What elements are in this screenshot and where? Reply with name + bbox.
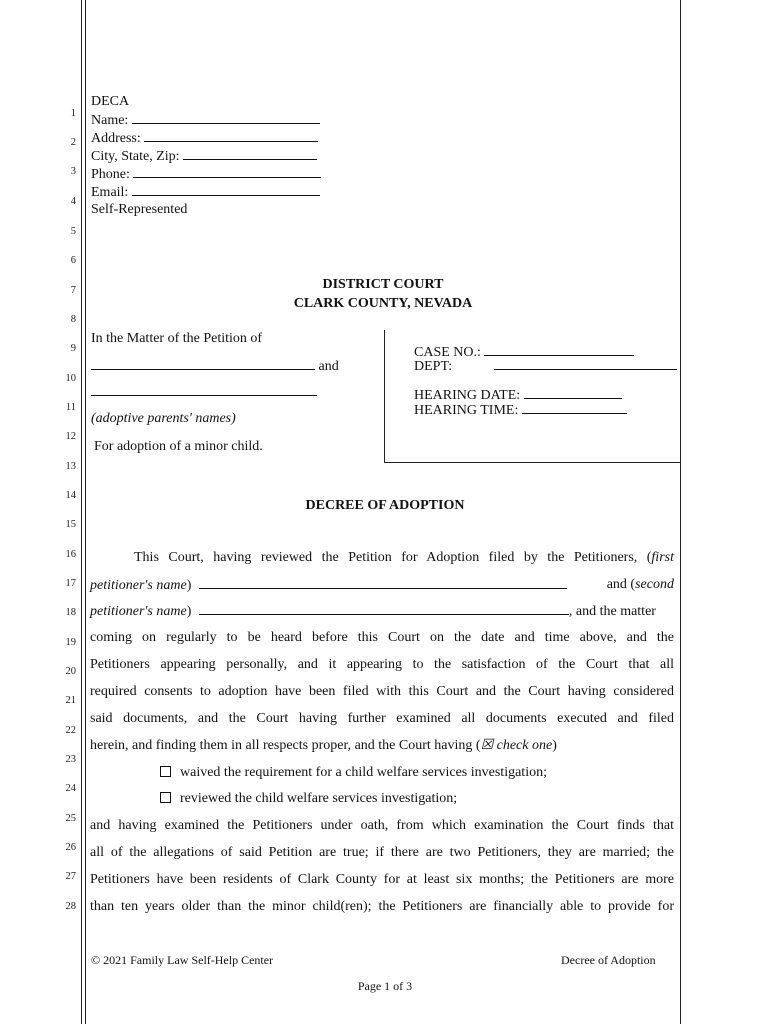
- footer-doc-title: Decree of Adoption: [561, 953, 656, 967]
- body-line-25: and having examined the Petitioners under oath, from which examination the Court finds that: [90, 818, 674, 833]
- body-line-23: [90, 737, 557, 755]
- name-label: Name:: [91, 113, 129, 128]
- dept-blank[interactable]: [494, 357, 677, 370]
- line-number: 3: [70, 166, 76, 177]
- caption-underline: [384, 462, 681, 463]
- body-line-17[interactable]: [90, 576, 674, 595]
- line-number: 22: [65, 725, 76, 736]
- footer-copyright: © 2021 Family Law Self-Help Center: [91, 953, 274, 967]
- self-represented: Self-Represented: [91, 202, 188, 217]
- body-line-27: Petitioners have been residents of Clark County for at least six months; the Petitioners are more: [90, 872, 674, 887]
- citystatezip-field[interactable]: [91, 147, 317, 166]
- form-code: DECA: [91, 94, 130, 109]
- line-number: 10: [65, 373, 76, 384]
- phone-label: Phone:: [91, 167, 130, 182]
- line-number: 24: [65, 783, 76, 794]
- line-number: 15: [65, 519, 76, 530]
- option-reviewed[interactable]: [160, 790, 457, 808]
- second-label: second: [635, 577, 674, 592]
- email-label: Email:: [91, 185, 129, 200]
- petitioner-two-blank[interactable]: [91, 383, 317, 396]
- line-number: 20: [65, 666, 76, 677]
- line-number: 9: [70, 343, 76, 354]
- and-open: and (: [606, 577, 636, 592]
- petitioner-two-line[interactable]: [91, 383, 317, 402]
- body-line-21: required consents to adoption have been filed with this Court and the Court having considered: [90, 684, 674, 699]
- court-name: DISTRICT COURT: [322, 277, 444, 292]
- line-number: 12: [65, 431, 76, 442]
- line-number: 23: [65, 754, 76, 765]
- caption-divider: [384, 330, 385, 463]
- line-number: 7: [70, 285, 76, 296]
- line-number: 27: [65, 871, 76, 882]
- first-petitioner-name-blank[interactable]: [199, 576, 567, 589]
- line-number: 16: [65, 549, 76, 560]
- matter-tail: , and the matter: [568, 604, 656, 619]
- name-blank[interactable]: [132, 111, 320, 124]
- email-blank[interactable]: [132, 183, 320, 196]
- line-number: 21: [65, 695, 76, 706]
- for-adoption: For adoption of a minor child.: [94, 439, 263, 454]
- hearing-time-label: HEARING TIME:: [414, 403, 519, 418]
- body-line-18[interactable]: [90, 602, 674, 621]
- body-line-28: than ten years older than the minor child(ren); the Petitioners are financially able to provide for: [90, 899, 674, 914]
- line-number: 17: [65, 578, 76, 589]
- body-line-19: coming on regularly to be heard before this Court on the date and time above, and the: [90, 630, 674, 645]
- address-label: Address:: [91, 131, 141, 146]
- line-number: 25: [65, 813, 76, 824]
- line-number: 5: [70, 226, 76, 237]
- dept-field[interactable]: [414, 357, 677, 376]
- body-l23-start: herein, and finding them in all respects proper, and the Court having (: [90, 738, 481, 753]
- option-waived[interactable]: [160, 764, 547, 782]
- reviewed-checkbox[interactable]: [160, 792, 171, 803]
- phone-field[interactable]: [91, 165, 321, 184]
- body-line-26: all of the allegations of said Petition are true; if there are two Petitioners, they are married; the: [90, 845, 674, 860]
- case-no-blank[interactable]: [484, 343, 634, 356]
- line-number: 2: [70, 137, 76, 148]
- waived-checkbox[interactable]: [160, 766, 171, 777]
- body-line-16: [90, 549, 674, 567]
- line-number: 19: [65, 637, 76, 648]
- body-p1-start: This Court, having reviewed the Petition for Adoption filed by the Petitioners, (: [134, 550, 652, 565]
- line-number: 11: [65, 402, 76, 413]
- address-blank[interactable]: [144, 129, 318, 142]
- first-label: first: [651, 550, 674, 565]
- check-one-hint: ☒ check one: [480, 738, 553, 753]
- footer-page-number: Page 1 of 3: [357, 979, 413, 993]
- margin-rule-left: [81, 0, 82, 1024]
- hearing-date-blank[interactable]: [524, 386, 622, 399]
- line-number: 8: [70, 314, 76, 325]
- citystatezip-blank[interactable]: [183, 147, 317, 160]
- line-number: 13: [65, 461, 76, 472]
- body-line-20: Petitioners appearing personally, and it appearing to the satisfaction of the Court that all: [90, 657, 674, 672]
- option-waived-label: waived the requirement for a child welfare services investigation;: [180, 765, 547, 780]
- name-field[interactable]: [91, 111, 320, 130]
- line-number: 18: [65, 607, 76, 618]
- l23-end: ): [552, 738, 557, 753]
- dept-label: DEPT:: [414, 359, 453, 374]
- line-number: 4: [70, 196, 76, 207]
- petitioner-one-blank[interactable]: [91, 357, 315, 370]
- close-paren: ): [186, 578, 192, 593]
- case-no-label: CASE NO.:: [414, 345, 481, 360]
- second-petitioner-name-blank[interactable]: [199, 602, 569, 615]
- hearing-time-field[interactable]: [414, 401, 627, 420]
- address-field[interactable]: [91, 129, 318, 148]
- line-number: 6: [70, 255, 76, 266]
- body-line-22: said documents, and the Court having further examined all documents executed and filed: [90, 711, 674, 726]
- court-county: CLARK COUNTY, NEVADA: [293, 296, 473, 311]
- second-petitioner-name-label: petitioner's name: [90, 604, 187, 619]
- close-paren: ): [186, 604, 192, 619]
- hearing-date-label: HEARING DATE:: [414, 388, 521, 403]
- caption-and: and: [318, 359, 339, 374]
- adoptive-names-hint: (adoptive parents' names): [91, 411, 236, 426]
- line-number: 26: [65, 842, 76, 853]
- line-number: 28: [65, 901, 76, 912]
- document-title: DECREE OF ADOPTION: [305, 498, 465, 513]
- line-number: 14: [65, 490, 76, 501]
- option-reviewed-label: reviewed the child welfare services investigation;: [180, 791, 458, 806]
- phone-blank[interactable]: [133, 165, 321, 178]
- email-field[interactable]: [91, 183, 320, 202]
- petitioner-name-label: petitioner's name: [90, 578, 187, 593]
- matter-of: In the Matter of the Petition of: [91, 331, 263, 346]
- line-number: 1: [70, 108, 76, 119]
- petitioner-one-line[interactable]: [91, 357, 339, 376]
- citystatezip-label: City, State, Zip:: [91, 149, 180, 164]
- hearing-time-blank[interactable]: [522, 401, 627, 414]
